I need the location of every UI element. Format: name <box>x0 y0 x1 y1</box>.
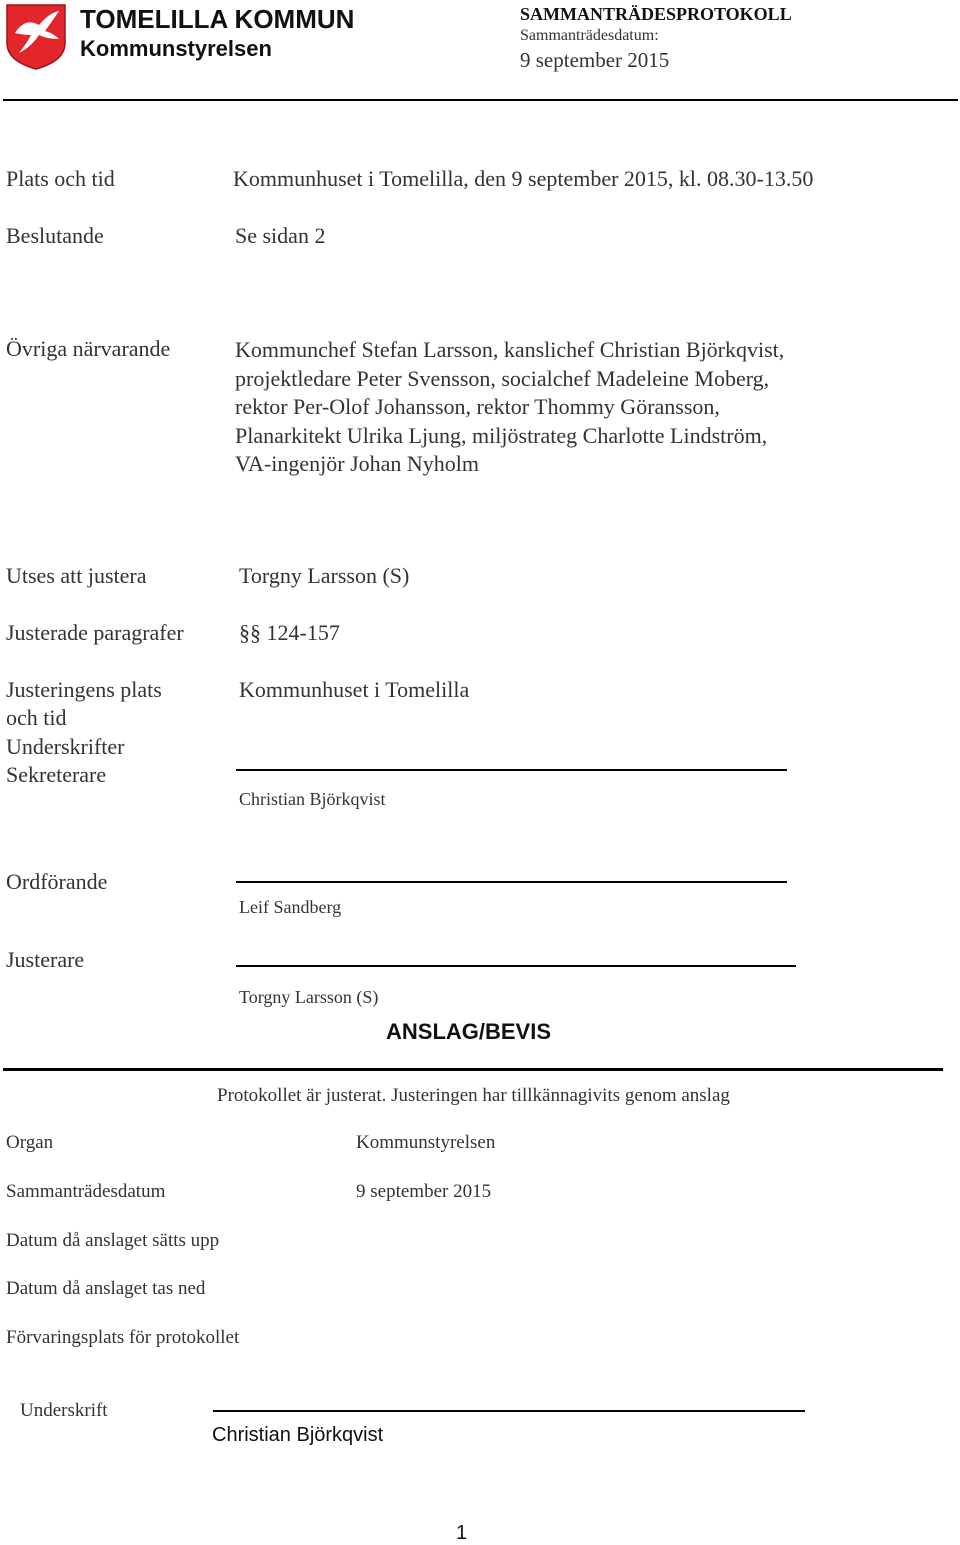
notice-title: ANSLAG/BEVIS <box>386 1019 552 1044</box>
chair-name: Leif Sandberg <box>239 897 342 917</box>
signing-adjuster-label: Justerare <box>6 947 85 972</box>
adjustment-place-value: Kommunhuset i Tomelilla <box>239 677 470 702</box>
storage-label: Förvaringsplats för protokollet <box>6 1327 240 1348</box>
notice-divider <box>3 1068 943 1071</box>
chair-label: Ordförande <box>6 869 108 894</box>
notice-signature-label: Underskrift <box>20 1400 108 1421</box>
attendee-line: projektledare Peter Svensson, socialchef Madeleine Moberg, <box>235 365 770 391</box>
adjustment-place-label: Justeringens plats <box>6 677 162 702</box>
organization-name: TOMELILLA KOMMUN <box>80 4 355 34</box>
page-number: 1 <box>456 1522 468 1544</box>
notice-signature-name: Christian Björkqvist <box>212 1424 384 1446</box>
notice-date-label: Sammanträdesdatum <box>6 1181 166 1202</box>
adjuster-signature-line <box>236 965 796 967</box>
deciding-value: Se sidan 2 <box>235 223 326 248</box>
meeting-date-label: Sammanträdesdatum: <box>520 27 659 44</box>
place-label: Plats och tid <box>6 166 115 191</box>
header-divider <box>3 99 958 101</box>
document-type: SAMMANTRÄDESPROTOKOLL <box>520 4 792 24</box>
others-present-list <box>235 336 935 479</box>
organization-unit: Kommunstyrelsen <box>80 36 272 61</box>
organ-value: Kommunstyrelsen <box>356 1132 496 1153</box>
paragraphs-label: Justerade paragrafer <box>6 620 184 645</box>
signing-adjuster-name: Torgny Larsson (S) <box>239 987 379 1007</box>
adjuster-label: Utses att justera <box>6 563 147 588</box>
chair-signature-line <box>236 881 787 883</box>
attendee-line: Kommunchef Stefan Larsson, kanslichef Christian Björkqvist, <box>235 337 785 362</box>
paragraphs-value: §§ 124-157 <box>239 620 340 645</box>
notice-statement: Protokollet är justerat. Justeringen har tillkännagivits genom anslag <box>217 1085 730 1106</box>
adjustment-time-label: och tid <box>6 705 67 730</box>
adjuster-value: Torgny Larsson (S) <box>239 563 410 588</box>
attendee-line: Planarkitekt Ulrika Ljung, miljöstrateg Charlotte Lindström, <box>235 422 768 448</box>
deciding-label: Beslutande <box>6 223 104 248</box>
attendee-line: rektor Per-Olof Johansson, rektor Thommy Göransson, <box>235 394 720 419</box>
attendee-line: VA-ingenjör Johan Nyholm <box>235 451 480 476</box>
secretary-name: Christian Björkqvist <box>239 789 386 809</box>
others-present-label: Övriga närvarande <box>6 336 171 361</box>
notice-date-value: 9 september 2015 <box>356 1181 492 1202</box>
municipality-logo <box>5 3 67 71</box>
posted-date-label: Datum då anslaget sätts upp <box>6 1230 220 1251</box>
signatures-heading: Underskrifter <box>6 734 125 759</box>
organ-label: Organ <box>6 1132 54 1153</box>
secretary-label: Sekreterare <box>6 762 107 787</box>
meeting-date: 9 september 2015 <box>520 48 670 72</box>
removed-date-label: Datum då anslaget tas ned <box>6 1278 206 1299</box>
secretary-signature-line <box>236 769 787 771</box>
place-value: Kommunhuset i Tomelilla, den 9 september 2015, kl. 08.30-13.50 <box>233 166 814 191</box>
notice-signature-line <box>213 1410 805 1412</box>
